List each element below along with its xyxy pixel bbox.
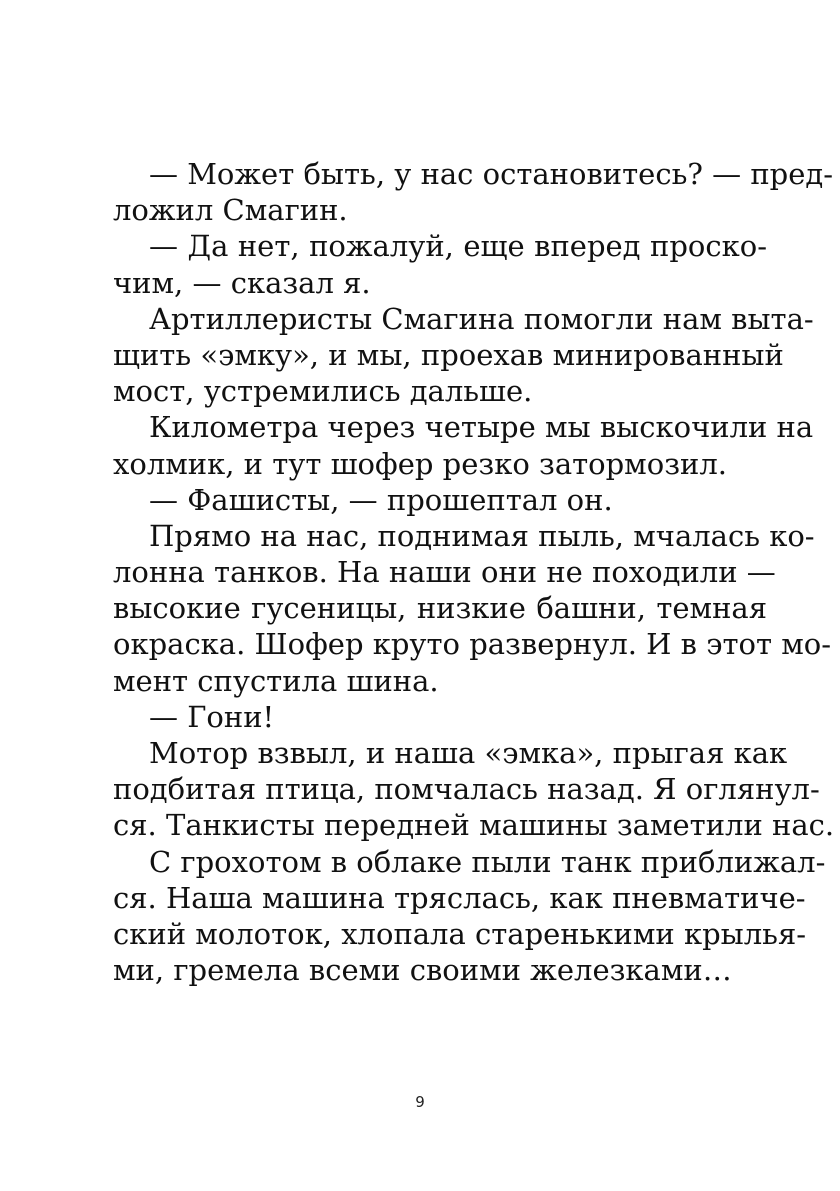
text-line: лонна танков. На наши они не походили — <box>113 555 776 590</box>
text-line: — Гони! <box>149 699 275 734</box>
text-line: — Фашисты, — прошептал он. <box>149 482 613 517</box>
text-line: — Да нет, пожалуй, еще вперед проско- <box>149 229 767 264</box>
text-line: — Может быть, у нас остановитесь? — пред- <box>149 157 834 191</box>
text-line: ми, гремела всеми своими железками… <box>113 953 732 988</box>
page-number: 9 <box>415 1093 425 1111</box>
text-line: Прямо на нас, поднимая пыль, мчалась ко- <box>149 518 815 553</box>
text-line: окраска. Шофер круто развернул. И в этот мо- <box>113 627 832 662</box>
text-line: мост, устремились дальше. <box>113 374 533 409</box>
text-line: мент спустила шина. <box>113 663 439 698</box>
text-line: Артиллеристы Смагина помогли нам выта- <box>149 301 814 336</box>
text-line: холмик, и тут шофер резко затормозил. <box>113 446 727 481</box>
text-line: ский молоток, хлопала старенькими крылья- <box>113 916 807 951</box>
text-line: С грохотом в облаке пыли танк приближал- <box>149 844 826 879</box>
text-line: чим, — сказал я. <box>113 265 371 300</box>
text-line: ся. Наша машина тряслась, как пневматиче- <box>113 880 806 915</box>
text-line: высокие гусеницы, низкие башни, темная <box>113 591 767 626</box>
body-text <box>113 156 835 988</box>
text-line: ся. Танкисты передней машины заметили нас. <box>113 808 835 843</box>
text-line: Мотор взвыл, и наша «эмка», прыгая как <box>149 736 788 770</box>
text-line: подбитая птица, помчалась назад. Я оглянул- <box>113 772 820 807</box>
text-line: щить «эмку», и мы, проехав минированный <box>113 337 784 372</box>
text-line: ложил Смагин. <box>113 193 348 228</box>
text-line: Километра через четыре мы выскочили на <box>149 410 814 445</box>
